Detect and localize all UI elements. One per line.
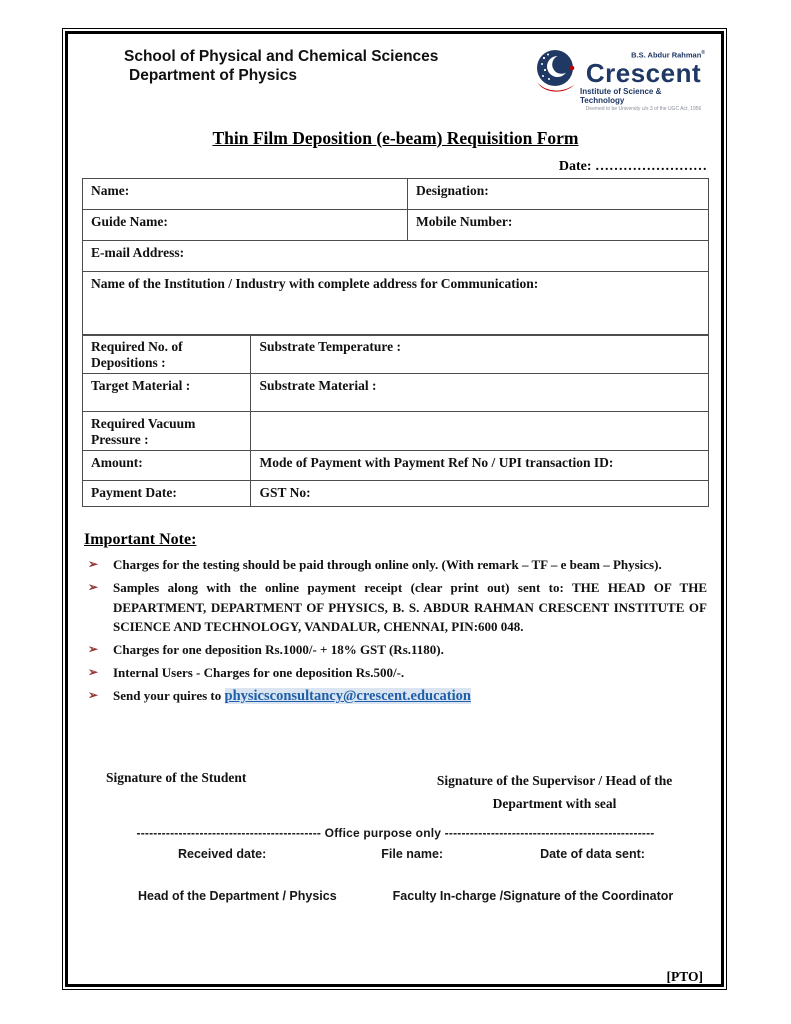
deposition-details-table (82, 334, 709, 507)
form-title: Thin Film Deposition (e-beam) Requisition Form (212, 127, 579, 148)
page-border-frame (62, 28, 727, 990)
faculty-incharge-label: Faculty In-charge /Signature of the Coordinator (392, 888, 674, 903)
head-of-department-label: Head of the Department / Physics (138, 888, 337, 903)
date-of-data-sent-label: Date of data sent: (540, 846, 645, 861)
applicant-details-table (82, 178, 709, 336)
logo-wordmark (580, 50, 707, 112)
list-item (88, 578, 707, 637)
cell-substrate-temperature-label: Substrate Temperature : (251, 335, 709, 374)
important-note-heading: Important Note: (84, 531, 197, 548)
logo-tagline: Deemed to be University u/s 3 of the UGC Act, 1956 (585, 105, 702, 112)
table-row (83, 178, 709, 209)
pto-marker: [PTO] (666, 968, 703, 984)
school-name: School of Physical and Chemical Sciences (124, 48, 439, 65)
cell-institution-label: Name of the Institution / Industry with complete address for Communication: (83, 271, 709, 335)
registered-mark: ® (701, 50, 705, 56)
cell-payment-mode-label: Mode of Payment with Payment Ref No / UPI transaction ID: (251, 451, 709, 481)
note-text (113, 686, 707, 708)
note-text: Samples along with the online payment receipt (clear print out) sent to: THE HEAD OF THE DEPARTMENT, DEPARTMENT OF PHYSICS, B. S. ABDUR RAHMAN CRESCENT INSTITUTE OF SCIENCE AND TECHNOLOGY, VANDALUR, CHENNAI, PIN:600 048. (113, 580, 707, 634)
cell-payment-date-label: Payment Date: (83, 481, 251, 507)
note-text: Charges for one deposition Rs.1000/- + 18% GST (Rs.1180). (113, 642, 444, 657)
note-text-prefix: Send your quires to (113, 688, 225, 703)
cell-email-label: E-mail Address: (83, 240, 709, 271)
page-content (65, 31, 724, 987)
header (82, 48, 709, 112)
arrow-bullet-icon: ➢ (88, 688, 99, 702)
supervisor-signature-line2: Department with seal (492, 795, 617, 811)
table-row (83, 240, 709, 271)
list-item (88, 640, 707, 660)
institute-logo (535, 48, 707, 112)
supervisor-signature-label (404, 770, 705, 816)
logo-brand-large: Crescent (585, 57, 702, 88)
table-row (83, 335, 709, 374)
cell-target-material-label: Target Material : (83, 374, 251, 412)
date-field: Date: …………………… (558, 158, 707, 174)
signature-section (82, 770, 709, 816)
arrow-bullet-icon: ➢ (88, 642, 99, 656)
list-item (88, 686, 707, 708)
file-name-label: File name: (381, 846, 444, 861)
list-item (88, 555, 707, 575)
table-row (83, 481, 709, 507)
table-row (83, 271, 709, 335)
consultancy-email-link[interactable]: physicsconsultancy@crescent.education (224, 688, 471, 704)
logo-brand-small: B.S. Abdur Rahman® (631, 50, 705, 60)
student-signature-label: Signature of the Student (106, 769, 247, 785)
letterhead-text (124, 48, 438, 86)
cell-guide-name-label: Guide Name: (83, 209, 408, 240)
office-fields-row (82, 847, 709, 861)
cell-vacuum-pressure-label: Required Vacuum Pressure : (83, 412, 251, 451)
cell-vacuum-pressure-value (251, 412, 709, 451)
cell-gst-no-label: GST No: (251, 481, 709, 507)
arrow-bullet-icon: ➢ (88, 580, 99, 594)
supervisor-signature-line1: Signature of the Supervisor / Head of the (436, 772, 673, 788)
note-text: Internal Users - Charges for one deposition Rs.500/-. (113, 665, 405, 680)
arrow-bullet-icon: ➢ (88, 557, 99, 571)
cell-designation-label: Designation: (407, 178, 708, 209)
office-purpose-divider: -------------------------------------------- Office purpose only -------------------------------------------------- (136, 825, 655, 840)
table-row (83, 374, 709, 412)
list-item (88, 663, 707, 683)
approval-row (82, 889, 709, 903)
arrow-bullet-icon: ➢ (88, 665, 99, 679)
logo-subtitle: Institute of Science & Technology (580, 86, 662, 105)
crescent-moon-logo-icon (535, 48, 577, 101)
received-date-label: Received date: (178, 846, 267, 861)
table-row (83, 209, 709, 240)
note-list (88, 555, 707, 708)
department-name: Department of Physics (129, 66, 297, 84)
cell-amount-label: Amount: (83, 451, 251, 481)
note-text: Charges for the testing should be paid through online only. (With remark – TF – e beam – Physics). (113, 557, 662, 572)
cell-mobile-number-label: Mobile Number: (407, 209, 708, 240)
table-row (83, 451, 709, 481)
cell-substrate-material-label: Substrate Material : (251, 374, 709, 412)
cell-required-depositions-label: Required No. of Depositions : (83, 335, 251, 374)
cell-name-label: Name: (83, 178, 408, 209)
table-row (83, 412, 709, 451)
